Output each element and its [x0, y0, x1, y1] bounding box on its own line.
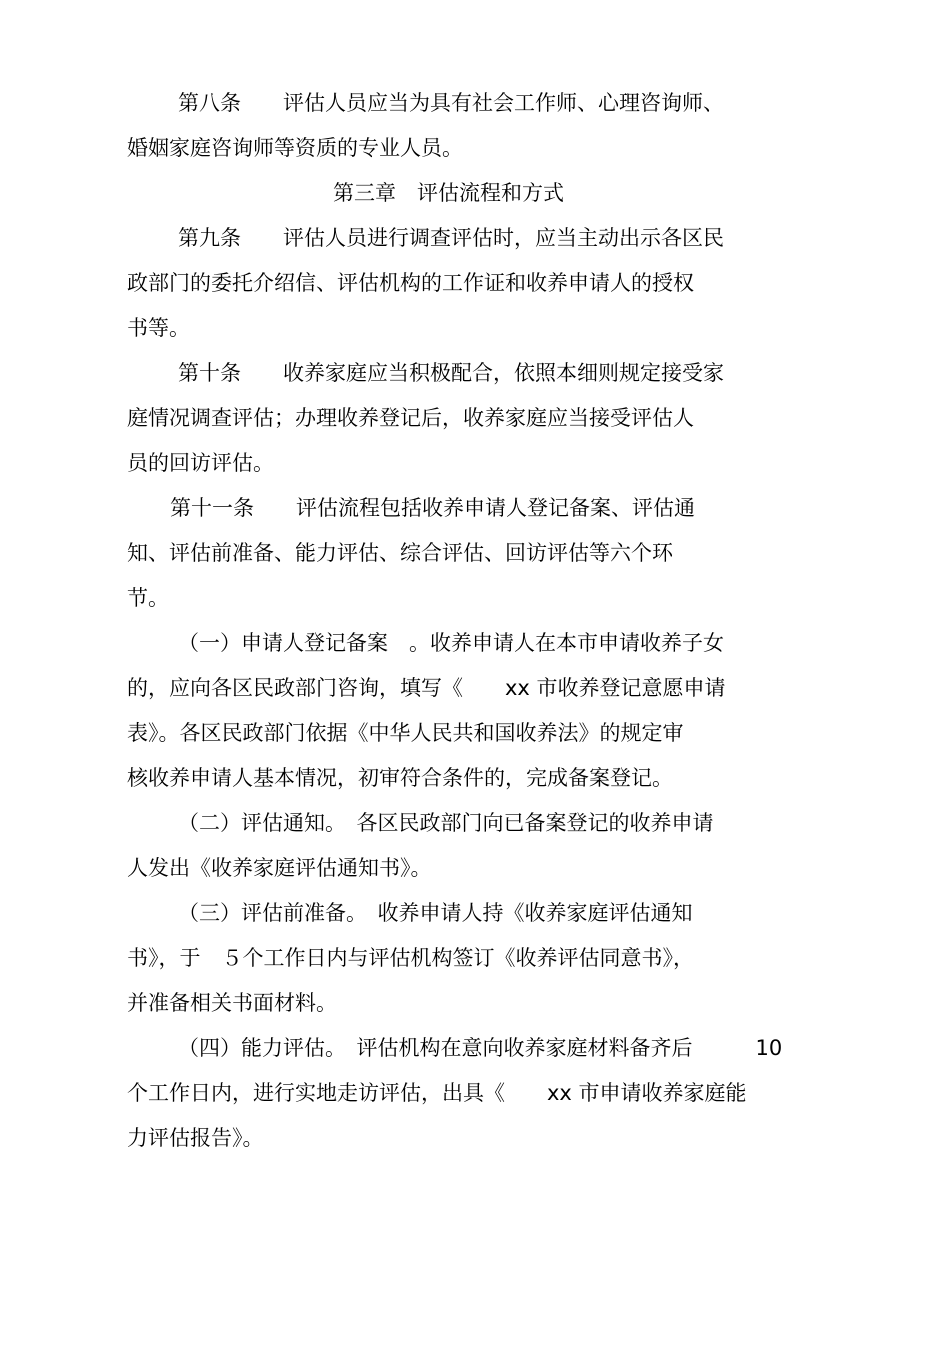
item-4-line-2: 个工作日内，进行实地走访评估，出具《 xx 市申请收养家庭能 [127, 1081, 747, 1105]
item-1-line-2: 的，应向各区民政部门咨询，填写《 xx 市收养登记意愿申请 [127, 676, 726, 700]
article-9-line-2: 政部门的委托介绍信、评估机构的工作证和收养申请人的授权 [127, 271, 694, 295]
article-10-line-3: 员的回访评估。 [127, 451, 274, 475]
item-3-line-1: （三）评估前准备。 收养申请人持《收养家庭评估通知 [178, 901, 693, 925]
item-3-line-3: 并准备相关书面材料。 [127, 991, 337, 1015]
item-3-line-2: 书》，于 ５个工作日内与评估机构签订《收养评估同意书》， [127, 946, 694, 970]
article-11-line-1: 第十一条 评估流程包括收养申请人登记备案、评估通 [170, 496, 695, 520]
article-10-line-2: 庭情况调查评估；办理收养登记后，收养家庭应当接受评估人 [127, 406, 694, 430]
article-10-line-1: 第十条 收养家庭应当积极配合，依照本细则规定接受家 [178, 361, 724, 385]
item-1-line-3: 表》。各区民政部门依据《中华人民共和国收养法》的规定审 [127, 721, 684, 745]
chapter-3-heading: 第三章 评估流程和方式 [333, 181, 564, 205]
item-4-line-1: （四）能力评估。 评估机构在意向收养家庭材料备齐后 10 [178, 1036, 783, 1060]
item-2-line-1: （二）评估通知。 各区民政部门向已备案登记的收养申请 [178, 811, 714, 835]
item-4-line-3: 力评估报告》。 [127, 1126, 264, 1150]
article-9-line-1: 第九条 评估人员进行调查评估时，应当主动出示各区民 [178, 226, 724, 250]
article-8-line-1: 第八条 评估人员应当为具有社会工作师、心理咨询师、 [178, 91, 724, 115]
article-11-line-2: 知、评估前准备、能力评估、综合评估、回访评估等六个环 [127, 541, 673, 565]
item-2-line-2: 人发出《收养家庭评估通知书》。 [127, 856, 432, 880]
item-1-line-4: 核收养申请人基本情况，初审符合条件的，完成备案登记。 [127, 766, 673, 790]
item-1-line-1: （一）申请人登记备案 。收养申请人在本市申请收养子女 [178, 631, 724, 655]
article-9-line-3: 书等。 [127, 316, 190, 340]
article-8-line-2: 婚姻家庭咨询师等资质的专业人员。 [127, 136, 463, 160]
article-11-line-3: 节。 [127, 586, 169, 610]
